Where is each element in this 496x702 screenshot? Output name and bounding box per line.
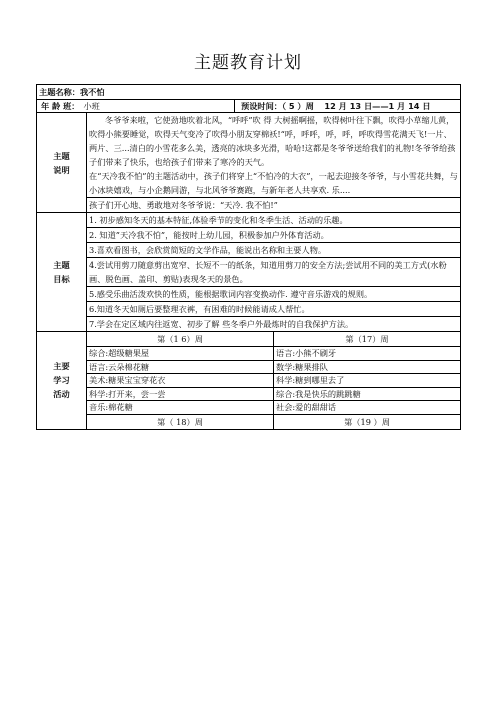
activity-item: 语言:小熊不刷牙	[274, 347, 460, 361]
activities-table	[87, 332, 460, 429]
activity-item: 科学:打开来，尝一尝	[87, 388, 273, 402]
goals-label: 主题 目标	[37, 213, 87, 332]
goal-item: 3.喜欢看图书，会欣赏简短的文学作品，能说出名称和主要人物。	[87, 243, 460, 258]
goal-item: 7.学会在定区域内往返宽、初步了解 些冬季户外最炼时的自我保护方法。	[89, 319, 354, 329]
week-17-header: 第（17）周	[274, 332, 461, 347]
activity-item: 科学:糖到哪里去了	[274, 374, 460, 388]
week-16-header: 第（1 6）周	[87, 332, 274, 347]
grade-value: 小班	[83, 101, 100, 111]
week-17-activities	[274, 347, 461, 415]
week-18-header: 第（ 18）周	[87, 414, 274, 429]
description-content	[87, 113, 461, 213]
time-value: 12 月 13 日——1 月 14 日	[324, 101, 431, 111]
activity-item: 社会:爱的甜甜话	[276, 402, 337, 412]
activity-item: 综合:超级糖果屋	[87, 347, 273, 361]
activities-label: 主要 学习 活动	[37, 332, 87, 430]
description-paragraph: 孩子们开心地、勇敢地对冬爷爷说：“天冷. 我不怕!”	[87, 197, 460, 212]
plan-table	[36, 84, 461, 430]
goal-item: 4.尝试用剪刀随意剪出宽窄、长短不一的纸条，知道用剪刀的安全方法;尝试用不同的美工方式(水粉画、脱色画、盖印、剪贴)表现冬天的景色。	[87, 258, 460, 287]
activities-content	[87, 332, 461, 430]
description-paragraph: 在“天冷我不怕”的主题活动中，孩子们将穿上“不怕冷的大衣”，一起去迎接冬爷爷，与小雪花共舞，与小冰块嬉戏，与小企鹅同游，与北风爷爷赛跑，与新年老人共享欢. 乐....	[89, 171, 458, 195]
week-19-header: 第（19 ）周	[274, 414, 461, 429]
time-label: 预设时间：（ 5 ）周	[241, 101, 314, 111]
goals-content	[87, 213, 461, 332]
activity-item: 美术:糖果宝宝穿花衣	[87, 374, 273, 388]
grade-time-row	[37, 100, 461, 113]
goal-item: 5.感受乐曲活泼欢快的性质，能根据歌词内容变换动作. 遵守音乐游戏的规则。	[87, 287, 460, 302]
description-paragraph: 冬爷爷来啦，它使劲地吹着北风，“呼呼”吹 得 大树摇啊摇，吹得树叶往下飘，吹得小草缩儿黄，吹得小熊要睡觉，吹得天气变冷了吹得小朋友穿棉袄!“呼，呼呼，呼，呼，呼吹得雪花满天飞!一片、两片、三...清白的小雪花多么美，透亮的冰块多光滑，哈哈!这都是冬爷爷送给我们的礼物!冬爷爷给孩子们带来了快乐，也给孩子们带来了寒冷的天气。	[89, 115, 456, 167]
description-label: 主题 说明	[37, 113, 87, 213]
week-16-activities	[87, 347, 274, 415]
activity-item: 音乐:棉花糖	[89, 402, 133, 412]
activity-item: 语言:云朵棉花糖	[87, 361, 273, 375]
goal-item: 6.知道冬天如厕后要整理衣裤，有困难的时候能请成人帮忙。	[87, 302, 460, 317]
goal-item: 1. 初步感知冬天的基本特征,体验季节的变化和冬季生活、活动的乐趣。	[87, 213, 460, 228]
grade-label: 年 龄 班：	[41, 101, 80, 111]
theme-name: 主题名称：我不怕	[37, 85, 461, 100]
activity-item: 数学:糖果排队	[274, 361, 460, 375]
activity-item: 综合:我是快乐的跳跳糖	[274, 388, 460, 402]
goal-item: 2. 知道”天冷我不怕”，能按时上幼儿园，积极参加户外体育活动。	[87, 228, 460, 243]
page-title: 主题教育计划	[194, 53, 302, 73]
